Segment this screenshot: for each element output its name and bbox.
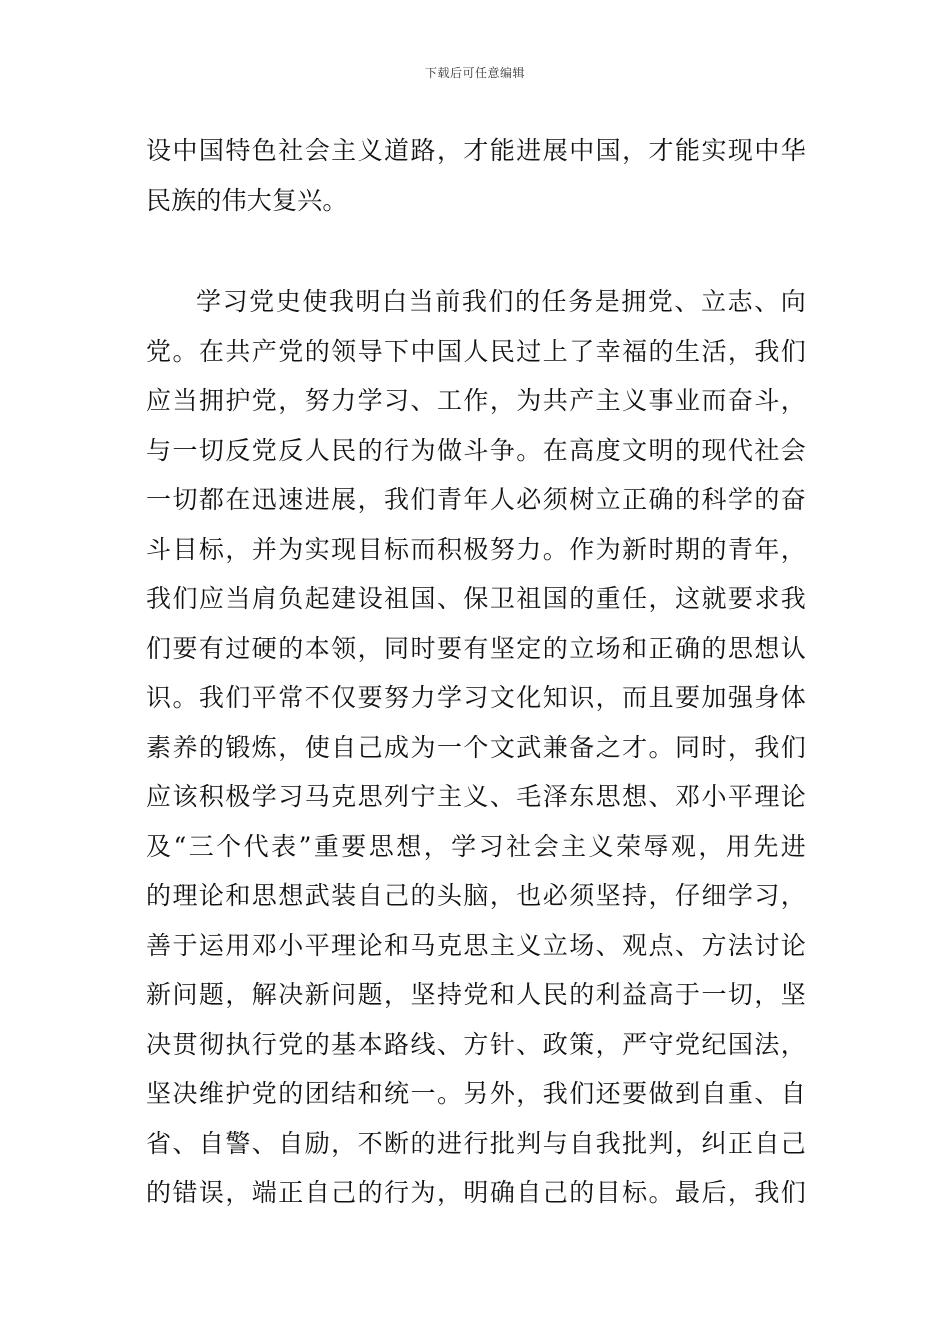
text-line: 坚决维护党的团结和统一。另外，我们还要做到自重、自	[146, 1079, 806, 1108]
text-line: 一切都在迅速进展，我们青年人必须树立正确的科学的奋	[146, 485, 806, 514]
text-line: 识。我们平常不仅要努力学习文化知识，而且要加强身体	[146, 683, 806, 712]
text-line: 学习党史使我明白当前我们的任务是拥党、立志、向	[196, 287, 806, 316]
paragraph-spacer	[146, 225, 806, 277]
paragraph	[146, 126, 806, 225]
text-line: 斗目标，并为实现目标而积极努力。作为新时期的青年，	[146, 534, 806, 564]
text-line: 应该积极学习马克思列宁主义、毛泽东思想、邓小平理论	[146, 782, 806, 811]
paragraph	[146, 277, 806, 1218]
text-line: 素养的锻炼，使自己成为一个文武兼备之才。同时，我们	[146, 732, 806, 762]
text-line: 民族的伟大复兴。	[146, 185, 348, 215]
text-line: 设中国特色社会主义道路，才能进展中国，才能实现中华	[146, 136, 806, 165]
text-line: 决贯彻执行党的基本路线、方针、政策，严守党纪国法，	[146, 1029, 806, 1059]
text-line: 们要有过硬的本领，同时要有坚定的立场和正确的思想认	[146, 633, 806, 663]
page-header: 下载后可任意编辑	[424, 66, 525, 80]
text-line: 善于运用邓小平理论和马克思主义立场、观点、方法讨论	[146, 930, 806, 960]
text-line: 及“三个代表”重要思想，学习社会主义荣辱观，用先进	[146, 831, 806, 861]
text-line: 的理论和思想武装自己的头脑，也必须坚持，仔细学习，	[146, 881, 806, 910]
document-body	[146, 126, 806, 1218]
text-line: 的错误，端正自己的行为，明确自己的目标。最后，我们	[146, 1178, 806, 1207]
text-line: 应当拥护党，努力学习、工作，为共产主义事业而奋斗，	[146, 386, 806, 415]
text-line: 与一切反党反人民的行为做斗争。在高度文明的现代社会	[146, 435, 806, 465]
text-line: 我们应当肩负起建设祖国、保卫祖国的重任，这就要求我	[146, 584, 806, 613]
text-line: 党。在共产党的领导下中国人民过上了幸福的生活，我们	[146, 336, 806, 366]
text-line: 省、自警、自励，不断的进行批判与自我批判，纠正自己	[146, 1128, 806, 1158]
text-line: 新问题，解决新问题，坚持党和人民的利益高于一切，坚	[146, 980, 806, 1009]
